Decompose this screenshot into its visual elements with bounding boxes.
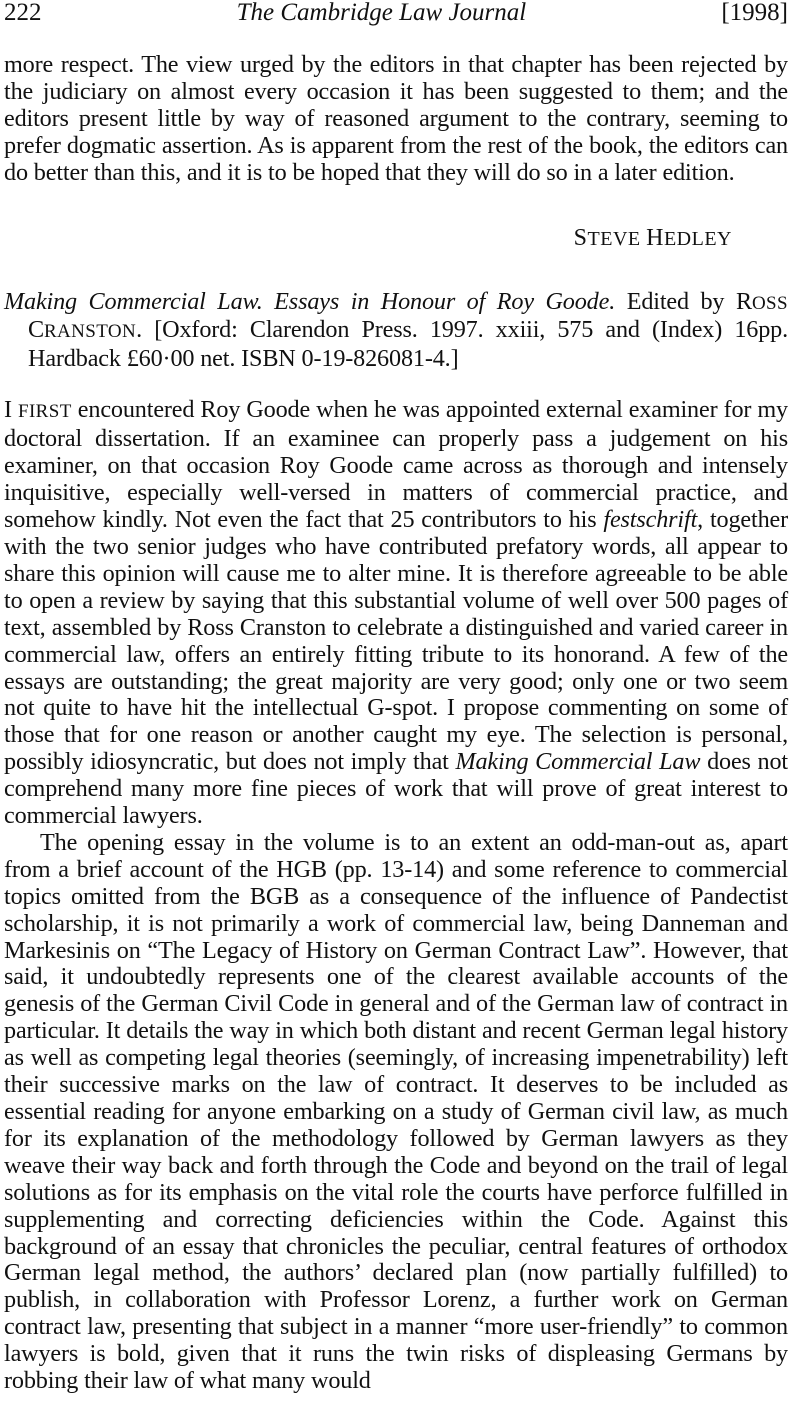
- opening-smallcaps: FIRST: [17, 401, 72, 423]
- editor-last-initial: C: [28, 316, 44, 344]
- reviewer-last-rest: EDLEY: [663, 227, 732, 250]
- review-body: [4, 397, 788, 1395]
- edited-by: Edited by: [615, 287, 736, 315]
- p1-text-a: encountered Roy Goode when he was appointed external examiner for my doctoral dissertation. If an examinee can properly pass a judgement on his examiner, on that occasion Roy Goode came across as thorough and intensely inquisitive, especially well-versed in matters of commercial practice, and somehow kindly. Not even the fact that 25 contributors to his: [4, 396, 788, 534]
- page-number: 222: [4, 0, 42, 26]
- review-paragraph-2: The opening essay in the volume is to an extent an odd-man-out as, apart from a brief account of the HGB (pp. 13-14) and some reference to commercial topics omitted from the BGB as a consequence of the influence of Pandectist scholarship, it is not primarily a work of commercial law, being Danneman and Markesinis on “The Legacy of History on German Contract Law”. However, that said, it undoubtedly represents one of the clearest available accounts of the genesis of the German Civil Code in general and of the German law of contract in particular. It details the way in which both distant and recent German legal history as well as competing legal theories (seemingly, of increasing impenetrability) left their successive marks on the law of contract. It deserves to be included as essential reading for anyone embarking on a study of German civil law, as much for its explanation of the methodology followed by German lawyers as they weave their way back and forth through the Code and beyond on the trail of legal solutions as for its emphasis on the vital role the courts have perforce fulfilled in supplementing and correcting deficiencies within the Code. Against this background of an essay that chronicles the peculiar, central features of orthodox German legal method, the authors’ declared plan (now partially fulfilled) to publish, in collaboration with Professor Lorenz, a further work on German contract law, presenting that subject in a manner “more user-friendly” to common lawyers is bold, given that it runs the twin risks of displeasing Germans by robbing their law of what many would: [4, 828, 788, 1395]
- reviewer-last-initial: H: [646, 224, 664, 251]
- review-paragraph-1: [4, 397, 788, 830]
- opening-initial: I: [4, 396, 18, 424]
- editor-first-initial: R: [735, 287, 752, 315]
- book-title: Making Commercial Law. Essays in Honour of Roy Goode.: [4, 287, 616, 315]
- volume-year: [1998]: [721, 0, 788, 26]
- editor-last-rest: RANSTON: [43, 321, 137, 343]
- book-title-inline: Making Commercial Law: [455, 748, 701, 776]
- reviewer-first-initial: S: [573, 224, 588, 251]
- journal-title: The Cambridge Law Journal: [236, 0, 527, 26]
- p1-text-c: does not comprehend many more fine pieces of work that will prove of great interest to commercial lawyers.: [4, 748, 789, 830]
- editor-first-rest: OSS: [751, 292, 788, 314]
- publication-details: . [Oxford: Clarendon Press. 1997. xxiii, 575 and (Index) 16pp. Hardback £60·00 net. ISBN 0-19-826081-4.]: [28, 316, 788, 373]
- festschrift-term: festschrift: [603, 506, 698, 534]
- previous-review-closing-paragraph: more respect. The view urged by the editors in that chapter has been rejected by the judiciary on almost every occasion it has been suggested to them; and the editors present little by way of reasoned argument to the contrary, seeming to prefer dogmatic assertion. As is apparent from the rest of the book, the editors can do better than this, and it is to be hoped that they will do so in a later edition.: [4, 51, 788, 186]
- book-citation: [4, 289, 788, 374]
- reviewer-first-rest: TEVE: [587, 227, 641, 250]
- p1-text-b: , together with the two senior judges who have contributed prefatory words, all appear to share this opinion will cause me to alter mine. It is therefore agreeable to be able to open a review by saying that this substantial volume of well over 500 pages of text, assembled by Ross Cranston to celebrate a distinguished and varied career in commercial law, offers an entirely fitting tribute to its honorand. A few of the essays are outstanding; the great majority are very good; only one or two seem not quite to have hit the intellectual G-spot. I propose commenting on some of those that for one reason or another caught my eye. The selection is personal, possibly idiosyncratic, but does not imply that: [4, 506, 789, 776]
- running-head: [4, 0, 788, 30]
- reviewer-signature: [4, 225, 732, 255]
